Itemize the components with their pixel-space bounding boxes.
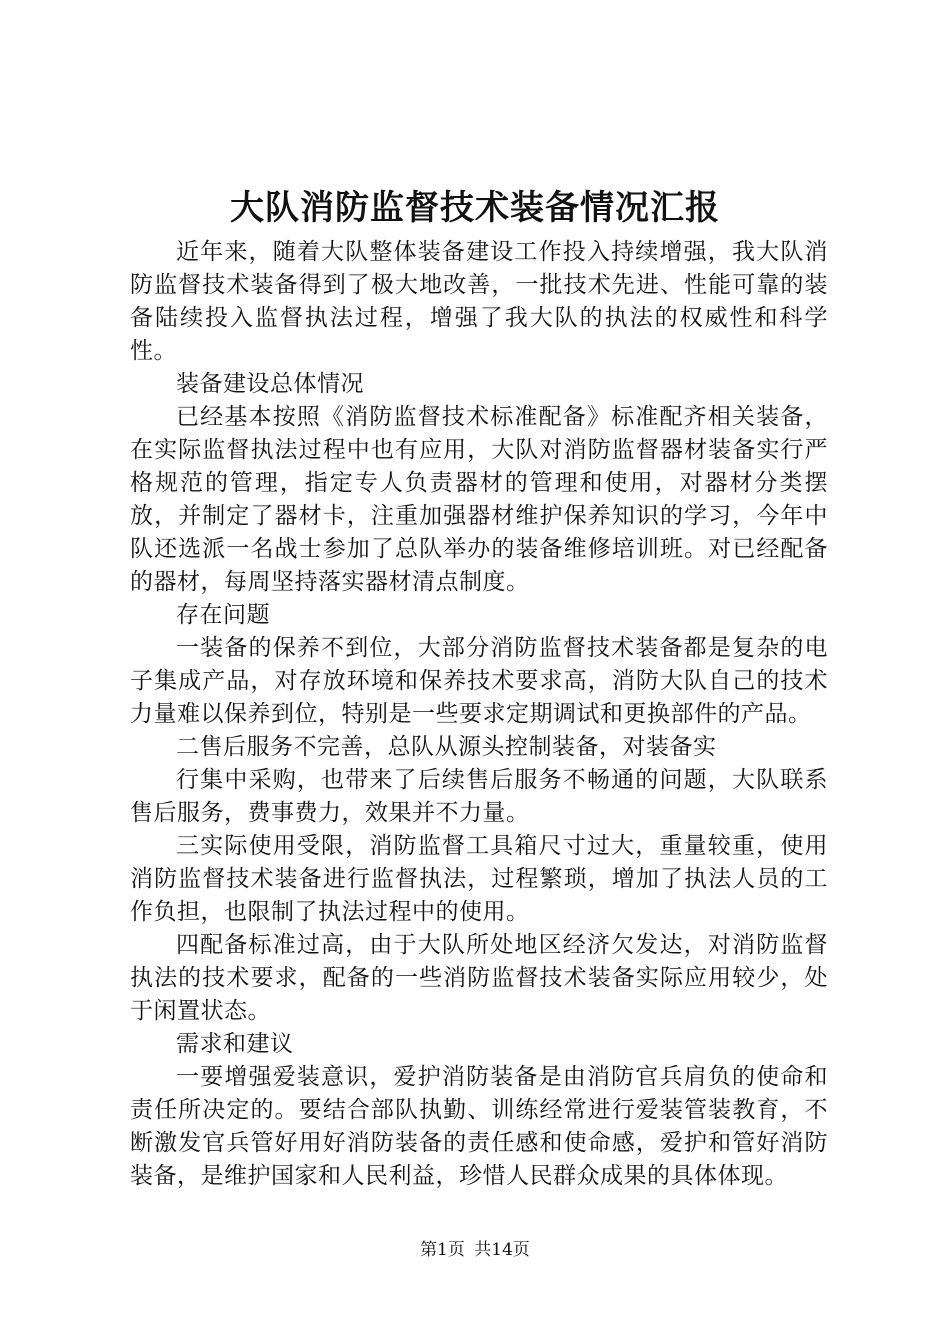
paragraph-problem-2-cont: 行集中采购，也带来了后续售后服务不畅通的问题，大队联系售后服务，费事费力，效果并不力量。 [130, 767, 828, 826]
section-heading-overview: 装备建设总体情况 [176, 371, 364, 397]
document-body [130, 236, 828, 1193]
section-heading-problems: 存在问题 [176, 602, 270, 628]
paragraph-problem-4: 四配备标准过高，由于大队所处地区经济欠发达，对消防监督执法的技术要求，配备的一些消防监督技术装备实际应用较少，处于闲置状态。 [130, 932, 828, 1024]
page-total: 共14页 [474, 1240, 530, 1260]
paragraph-overview: 已经基本按照《消防监督技术标准配备》标准配齐相关装备，在实际监督执法过程中也有应用，大队对消防监督器材装备实行严格规范的管理，指定专人负责器材的管理和使用，对器材分类摆放，并制定了器材卡，注重加强器材维护保养知识的学习，今年中队还选派一名战士参加了总队举办的装备维修培训班。对已经配备的器材，每周坚持落实器材清点制度。 [130, 404, 828, 595]
paragraph-problem-1: 一装备的保养不到位，大部分消防监督技术装备都是复杂的电子集成产品，对存放环境和保养技术要求高，消防大队自己的技术力量难以保养到位，特别是一些要求定期调试和更换部件的产品。 [130, 635, 828, 727]
paragraph-intro: 近年来，随着大队整体装备建设工作投入持续增强，我大队消防监督技术装备得到了极大地改善，一批技术先进、性能可靠的装备陆续投入监督执法过程，增强了我大队的执法的权威性和科学性。 [130, 239, 828, 364]
page-number: 第1页 [420, 1240, 465, 1260]
document-title: 大队消防监督技术装备情况汇报 [230, 188, 720, 228]
page-footer [0, 1238, 950, 1262]
section-heading-suggestions: 需求和建议 [176, 1031, 294, 1057]
paragraph-problem-3: 三实际使用受限，消防监督工具箱尺寸过大，重量较重，使用消防监督技术装备进行监督执法，过程繁琐，增加了执法人员的工作负担，也限制了执法过程中的使用。 [130, 833, 828, 925]
paragraph-problem-2-start: 二售后服务不完善，总队从源头控制装备，对装备实 [176, 734, 717, 760]
paragraph-suggestion-1: 一要增强爱装意识，爱护消防装备是由消防官兵肩负的使命和责任所决定的。要结合部队执勤、训练经常进行爱装管装教育，不断激发官兵管好用好消防装备的责任感和使命感，爱护和管好消防装备，是维护国家和人民利益，珍惜人民群众成果的具体体现。 [130, 1064, 828, 1189]
